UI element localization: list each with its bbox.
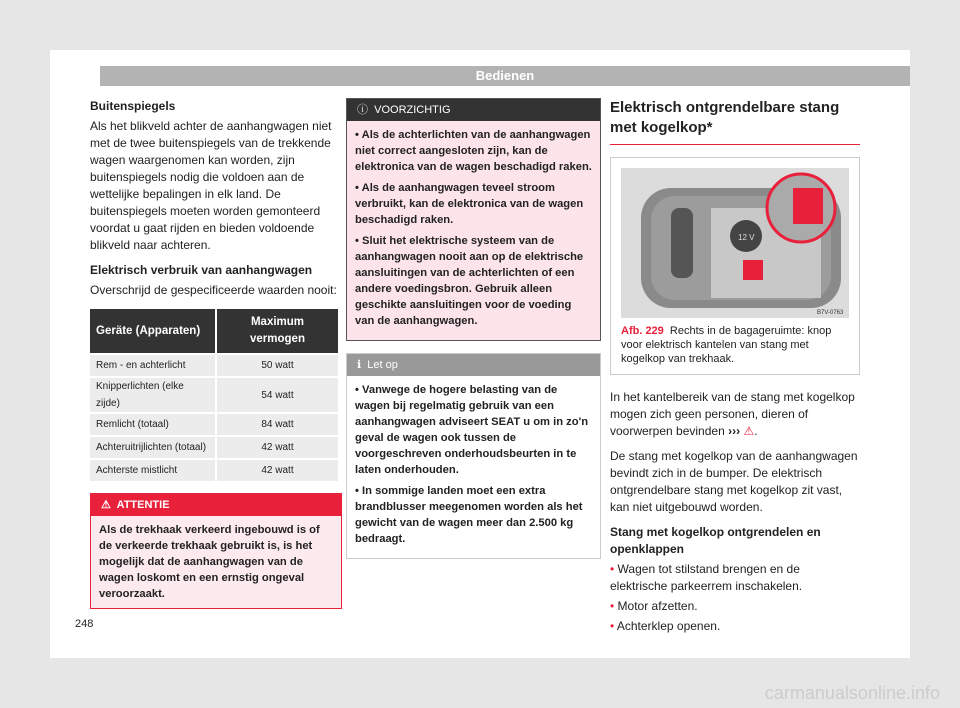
paragraph: De stang met kogelkop van de aanhangwagen bevindt zich in de bumper. De elektrisch ontgrendelbare stang met kogelkop zit vast, kan niet uitgebouwd worden. xyxy=(610,449,858,514)
info-icon: ℹ xyxy=(357,359,368,371)
heading-ontgrendelen: Stang met kogelkop ontgrendelen en openklappen xyxy=(610,525,821,556)
figure xyxy=(610,157,860,375)
box-title: ATTENTIE xyxy=(116,499,170,511)
list-item: • Achterklep openen. xyxy=(610,619,721,633)
list-item: • Motor afzetten. xyxy=(610,599,698,613)
column-2 xyxy=(346,98,601,569)
list-item: • Wagen tot stilstand brengen en de elektrische parkeerrem inschakelen. xyxy=(610,562,803,593)
cell: Achteruitrijlichten (totaal) xyxy=(90,437,215,458)
page-number: 248 xyxy=(75,618,94,630)
power-table xyxy=(88,307,340,483)
table-row xyxy=(90,460,338,481)
list-item: • In sommige landen moet een extra brandblusser meegenomen worden als het gewicht van de wagen meer dan 2.500 kg bedraagt. xyxy=(355,485,583,545)
column-header: Maximum vermogen xyxy=(217,309,338,353)
cell: 54 watt xyxy=(217,378,338,412)
watermark: carmanualsonline.info xyxy=(764,683,940,703)
cell: Remlicht (totaal) xyxy=(90,414,215,435)
heading-buitenspiegels: Buitenspiegels xyxy=(90,99,176,113)
list-item: • Vanwege de hogere belasting van de wagen bij regelmatig gebruik van een aanhangwagen adviseert SEAT u om in zo'n geval de wagen ook tussen de voorgeschreven onderhoudsbeurten in te laten onderhouden. xyxy=(355,384,589,476)
column-header: Geräte (Apparaten) xyxy=(90,309,215,353)
figure-caption: Rechts in de bagageruimte: knop voor elektrisch kantelen van stang met kogelkop van trekhaak. xyxy=(621,325,832,365)
trunk-button-illustration xyxy=(621,168,849,318)
column-3 xyxy=(610,98,860,635)
figure-label: Afb. 229 xyxy=(621,325,664,337)
svg-text:B7V-0763: B7V-0763 xyxy=(817,310,844,316)
box-text: Als de trekhaak verkeerd ingebouwd is of de verkeerde trekhaak gebruikt is, is het mogelijk dat de aanhangwagen van de wagen loskomt en een ernstig ongeval veroorzaakt. xyxy=(91,516,341,608)
cell: Rem - en achterlicht xyxy=(90,355,215,376)
table-row xyxy=(90,437,338,458)
cell: Knipperlichten (elke zijde) xyxy=(90,378,215,412)
section-title: Elektrisch ontgrendelbare stang met kogelkop* xyxy=(610,98,860,145)
let-op-box xyxy=(346,353,601,559)
cell: 42 watt xyxy=(217,460,338,481)
list-item: • Als de achterlichten van de aanhangwagen niet correct aangesloten zijn, kan de elektronica van de wagen beschadigd raken. xyxy=(355,129,592,173)
column-1 xyxy=(90,98,342,619)
warning-triangle-icon: ⚠ xyxy=(101,499,117,511)
cell: 42 watt xyxy=(217,437,338,458)
heading-elektrisch-verbruik: Elektrisch verbruik van aanhangwagen xyxy=(90,263,313,277)
cell: 84 watt xyxy=(217,414,338,435)
voorzichtig-box xyxy=(346,98,601,341)
list-item: • Sluit het elektrische systeem van de aanhangwagen nooit aan op de elektrische aansluitingen van de achterlichten of een andere voedingsbron. Gebruik alleen geschikte aansluitingen voor de voeding van de aanhangwagen. xyxy=(355,235,584,327)
warning-triangle-icon: ⚠ xyxy=(743,424,755,438)
attentie-box xyxy=(90,493,342,609)
paragraph: Overschrijd de gespecificeerde waarden nooit: xyxy=(90,283,337,297)
paragraph: In het kantelbereik van de stang met kogelkop mogen zich geen personen, dieren of voorwerpen bevinden ››› ⚠. xyxy=(610,390,855,438)
box-title: VOORZICHTIG xyxy=(374,104,451,116)
cell: Achterste mistlicht xyxy=(90,460,215,481)
table-row xyxy=(90,355,338,376)
section-header: Bedienen xyxy=(100,66,910,86)
paragraph: Als het blikveld achter de aanhangwagen niet met de twee buitenspiegels van de trekkende wagen waargenomen kan worden, zijn buitenspiegels nodig die voldoen aan de wettelijke bepalingen in elk land. De buitenspiegels moeten worden gemonteerd voordat u gaat rijden en bieden voldoende blikveld naar achteren. xyxy=(90,119,332,252)
svg-text:12 V: 12 V xyxy=(738,233,755,242)
page xyxy=(50,50,910,658)
caution-circle-icon: ⓘ xyxy=(357,104,375,116)
box-title: Let op xyxy=(367,359,398,371)
cell: 50 watt xyxy=(217,355,338,376)
list-item: • Als de aanhangwagen teveel stroom verbruikt, kan de elektronica van de wagen beschadigd raken. xyxy=(355,182,584,226)
table-row xyxy=(90,414,338,435)
table-row xyxy=(90,378,338,412)
